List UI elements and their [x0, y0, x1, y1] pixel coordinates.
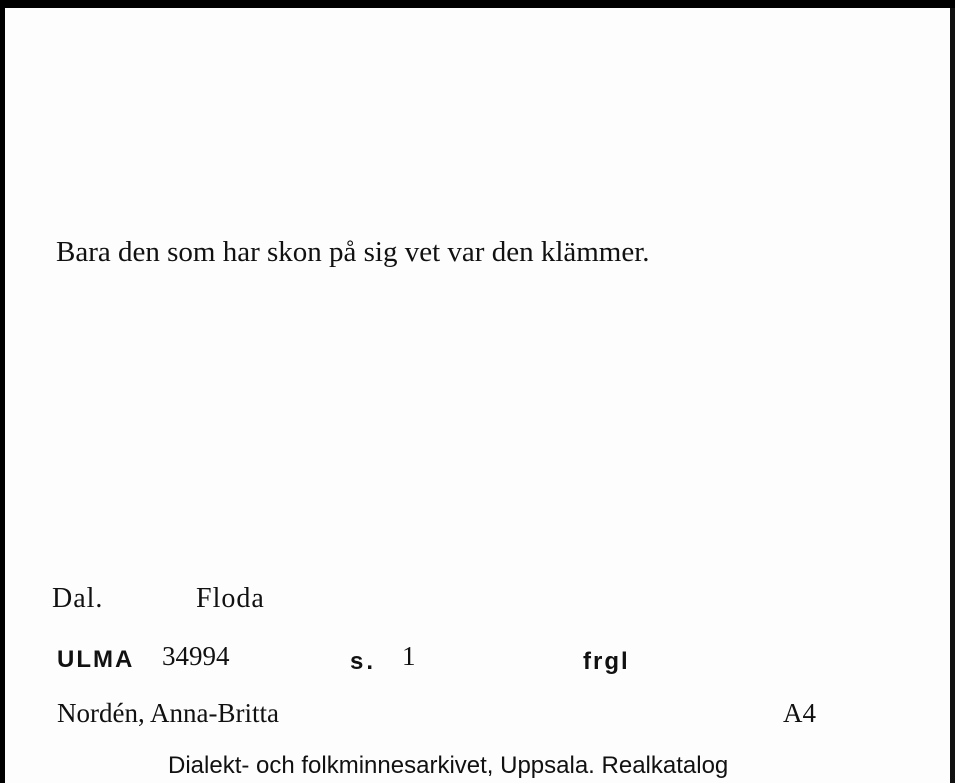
category-code: frgl — [583, 648, 630, 675]
format-label: A4 — [783, 698, 816, 728]
region-label: Dal. — [52, 583, 104, 614]
page-number: 1 — [402, 641, 416, 671]
page-label: s. — [350, 648, 377, 675]
informant-name: Nordén, Anna-Britta — [57, 698, 279, 728]
archive-label: ULMA — [57, 646, 135, 673]
archive-number: 34994 — [162, 641, 230, 671]
index-card — [5, 8, 955, 783]
card-edge-shadow — [950, 8, 955, 783]
proverb-text: Bara den som har skon på sig vet var den klämmer. — [56, 236, 650, 268]
parish-label: Floda — [196, 583, 265, 614]
archive-footer: Dialekt- och folkminnesarkivet, Uppsala. Realkatalog — [168, 752, 729, 779]
